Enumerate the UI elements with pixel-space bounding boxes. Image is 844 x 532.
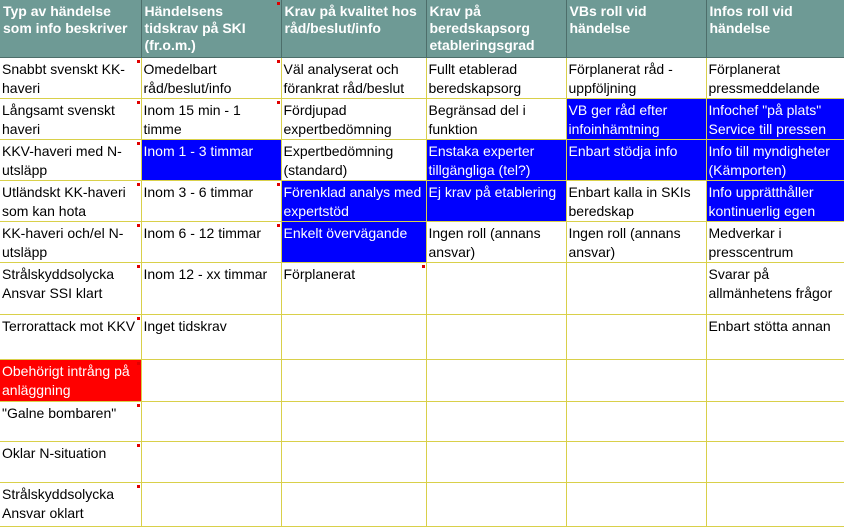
table-row	[0, 360, 844, 402]
table-cell[interactable]	[566, 483, 706, 527]
table-cell[interactable]: Snabbt svenskt KK-haveri	[0, 58, 141, 99]
table-cell[interactable]	[141, 360, 281, 402]
table-cell[interactable]: Enbart stödja info	[566, 140, 706, 181]
table-cell[interactable]: VB ger råd efter infoinhämtning	[566, 99, 706, 140]
table-cell[interactable]: Utländskt KK-haveri som kan hota	[0, 181, 141, 222]
table-cell[interactable]: Förplanerat	[281, 263, 426, 315]
table-cell[interactable]	[281, 483, 426, 527]
table-cell[interactable]	[706, 483, 844, 527]
table-cell[interactable]: Oklar N-situation	[0, 442, 141, 483]
table-cell[interactable]: Förenklad analys med expertstöd	[281, 181, 426, 222]
table-cell[interactable]	[566, 263, 706, 315]
table-cell[interactable]	[706, 442, 844, 483]
table-cell[interactable]: Info till myndigheter (Kämporten)	[706, 140, 844, 181]
table-row	[0, 402, 844, 442]
table-cell[interactable]: Begränsad del i funktion	[426, 99, 566, 140]
table-cell[interactable]	[426, 483, 566, 527]
table-cell[interactable]: Inom 6 - 12 timmar	[141, 222, 281, 263]
table-row	[0, 442, 844, 483]
header-cell[interactable]: Krav på kvalitet hos råd/beslut/info	[281, 0, 426, 58]
table-cell[interactable]: Fördjupad expertbedömning	[281, 99, 426, 140]
table-cell[interactable]	[141, 402, 281, 442]
table-cell[interactable]	[281, 360, 426, 402]
table-cell[interactable]	[426, 360, 566, 402]
table-cell[interactable]	[706, 360, 844, 402]
table-cell[interactable]	[566, 442, 706, 483]
table-cell[interactable]	[566, 402, 706, 442]
table-cell[interactable]	[426, 442, 566, 483]
table-cell[interactable]: Fullt etablerad beredskapsorg	[426, 58, 566, 99]
table-row	[0, 99, 844, 140]
table-row	[0, 140, 844, 181]
table-cell[interactable]: KK-haveri och/el N-utsläpp	[0, 222, 141, 263]
table-cell[interactable]: Inom 1 - 3 timmar	[141, 140, 281, 181]
table-cell[interactable]: Inget tidskrav	[141, 315, 281, 360]
table-cell[interactable]: Inom 12 - xx timmar	[141, 263, 281, 315]
table-cell[interactable]: Ej krav på etablering	[426, 181, 566, 222]
table-cell[interactable]: Enkelt övervägande	[281, 222, 426, 263]
table-cell[interactable]	[426, 402, 566, 442]
table-cell[interactable]: Förplanerat råd - uppföljning	[566, 58, 706, 99]
table-row	[0, 483, 844, 527]
table-cell[interactable]: Strålskyddsolycka Ansvar SSI klart	[0, 263, 141, 315]
table-cell[interactable]	[281, 402, 426, 442]
table-cell[interactable]: Enstaka experter tillgängliga (tel?)	[426, 140, 566, 181]
table-cell[interactable]: Strålskyddsolycka Ansvar oklart	[0, 483, 141, 527]
table-cell[interactable]: Omedelbart råd/beslut/info	[141, 58, 281, 99]
table-cell[interactable]: Expertbedömning (standard)	[281, 140, 426, 181]
table-cell[interactable]: Ingen roll (annans ansvar)	[426, 222, 566, 263]
table-cell[interactable]	[426, 263, 566, 315]
table-cell[interactable]: Obehörigt intrång på anläggning	[0, 360, 141, 402]
table-cell[interactable]	[281, 315, 426, 360]
table-cell[interactable]: "Galne bombaren"	[0, 402, 141, 442]
table-cell[interactable]: Enbart kalla in SKIs beredskap	[566, 181, 706, 222]
table-cell[interactable]: Svarar på allmänhetens frågor	[706, 263, 844, 315]
table-cell[interactable]: KKV-haveri med N-utsläpp	[0, 140, 141, 181]
table-cell[interactable]: Inom 15 min - 1 timme	[141, 99, 281, 140]
table-row	[0, 58, 844, 99]
table-cell[interactable]	[566, 360, 706, 402]
table-cell[interactable]: Förplanerat pressmeddelande	[706, 58, 844, 99]
table-row	[0, 315, 844, 360]
table-cell[interactable]: Inom 3 - 6 timmar	[141, 181, 281, 222]
table-cell[interactable]	[566, 315, 706, 360]
table-cell[interactable]: Ingen roll (annans ansvar)	[566, 222, 706, 263]
table-cell[interactable]	[141, 483, 281, 527]
table-cell[interactable]: Medverkar i presscentrum	[706, 222, 844, 263]
table-row	[0, 263, 844, 315]
table-cell[interactable]: Terrorattack mot KKV	[0, 315, 141, 360]
header-cell[interactable]: Händelsens tidskrav på SKI (fr.o.m.)	[141, 0, 281, 58]
table-cell[interactable]: Info upprätthåller kontinuerlig egen	[706, 181, 844, 222]
table-cell[interactable]: Infochef "på plats" Service till pressen	[706, 99, 844, 140]
table-cell[interactable]	[141, 442, 281, 483]
header-cell[interactable]: Krav på beredskapsorg etableringsgrad	[426, 0, 566, 58]
table-cell[interactable]	[281, 442, 426, 483]
table-cell[interactable]	[426, 315, 566, 360]
header-cell[interactable]: Infos roll vid händelse	[706, 0, 844, 58]
header-cell[interactable]: Typ av händelse som info beskriver	[0, 0, 141, 58]
table-cell[interactable]: Långsamt svenskt haveri	[0, 99, 141, 140]
header-row	[0, 0, 844, 58]
table-cell[interactable]	[706, 402, 844, 442]
table-cell[interactable]: Enbart stötta annan	[706, 315, 844, 360]
header-cell[interactable]: VBs roll vid händelse	[566, 0, 706, 58]
table-row	[0, 222, 844, 263]
table-cell[interactable]: Väl analyserat och förankrat råd/beslut	[281, 58, 426, 99]
table-row	[0, 181, 844, 222]
